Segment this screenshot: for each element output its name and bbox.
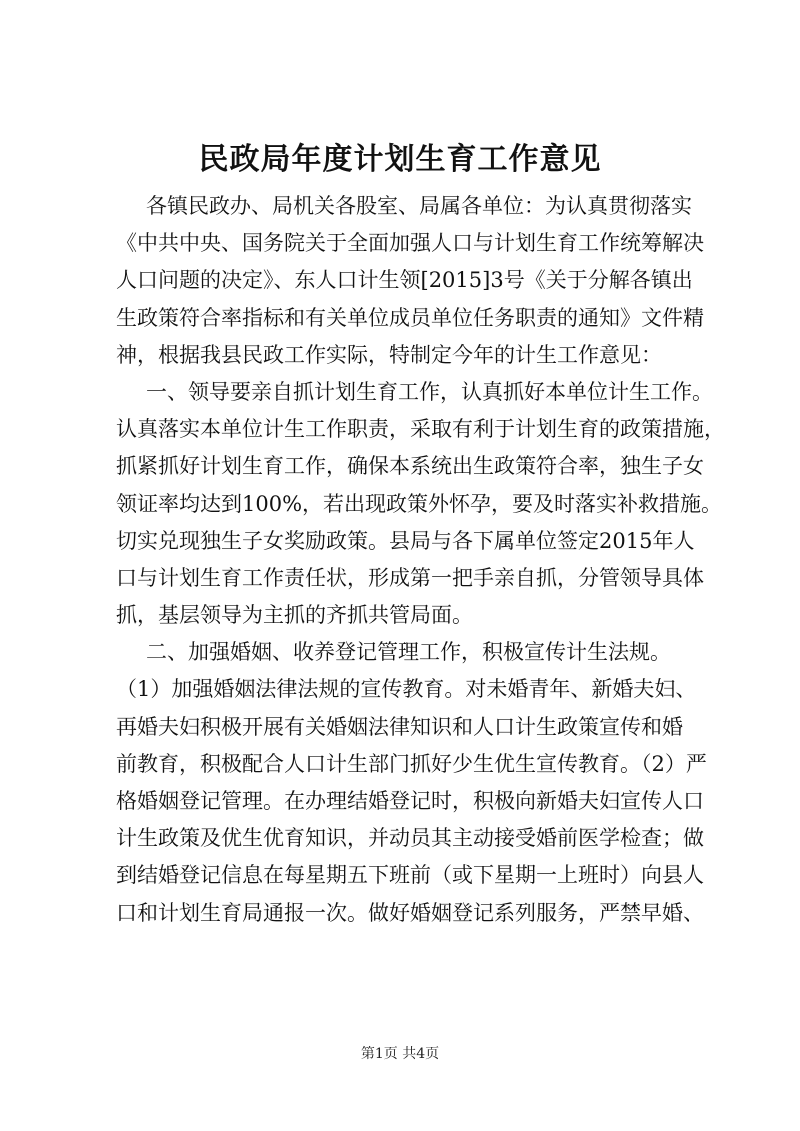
text-line: 口和计划生育局通报一次。做好婚姻登记系列服务，严禁早婚、 — [116, 900, 704, 925]
text-line: （1）加强婚姻法律法规的宣传教育。对未婚青年、新婚夫妇、 — [116, 677, 697, 702]
text-line: 抓，基层领导为主抓的齐抓共管局面。 — [116, 603, 473, 628]
text-line: 抓紧抓好计划生育工作，确保本系统出生政策符合率，独生子女 — [116, 454, 704, 479]
document-body — [116, 188, 725, 932]
text-line: 格婚姻登记管理。在办理结婚登记时，积极向新婚夫妇宣传人口 — [116, 789, 704, 813]
page-footer: 第1页 共4页 — [360, 1046, 440, 1062]
text-line: 一、领导要亲自抓计划生育工作，认真抓好本单位计生工作。 — [146, 379, 713, 404]
text-line: 前教育，积极配合人口计生部门抓好少生优生宣传教育。（2）严 — [116, 751, 707, 776]
text-line: 人口问题的决定》、东人口计生领[2015]3号《关于分解各镇出 — [116, 268, 693, 293]
text-line: 二、加强婚姻、收养登记管理工作，积极宣传计生法规。 — [146, 640, 671, 665]
text-line: 神，根据我县民政工作实际，特制定今年的计生工作意见： — [116, 342, 662, 367]
text-line: 到结婚登记信息在每星期五下班前（或下星期一上班时）向县人 — [116, 863, 704, 888]
text-line: 切实兑现独生子女奖励政策。县局与各下属单位签定2015年人 — [116, 528, 695, 553]
text-line: 计生政策及优生优育知识，并动员其主动接受婚前医学检查；做 — [116, 826, 704, 851]
text-line: 口与计划生育工作责任状，形成第一把手亲自抓，分管领导具体 — [116, 565, 704, 590]
text-line: 各镇民政办、局机关各股室、局属各单位：为认真贯彻落实 — [146, 194, 692, 218]
page-title: 民政局年度计划生育工作意见 — [198, 142, 602, 177]
text-line: 《中共中央、国务院关于全面加强人口与计划生育工作统筹解决 — [116, 231, 704, 256]
text-line: 生政策符合率指标和有关单位成员单位任务职责的通知》文件精 — [116, 305, 704, 330]
text-line: 再婚夫妇积极开展有关婚姻法律知识和人口计生政策宣传和婚 — [116, 714, 683, 739]
text-line: 认真落实本单位计生工作职责，采取有利于计划生育的政策措施， — [116, 417, 725, 442]
text-line: 领证率均达到100%，若出现政策外怀孕，要及时落实补救措施。 — [116, 491, 723, 516]
